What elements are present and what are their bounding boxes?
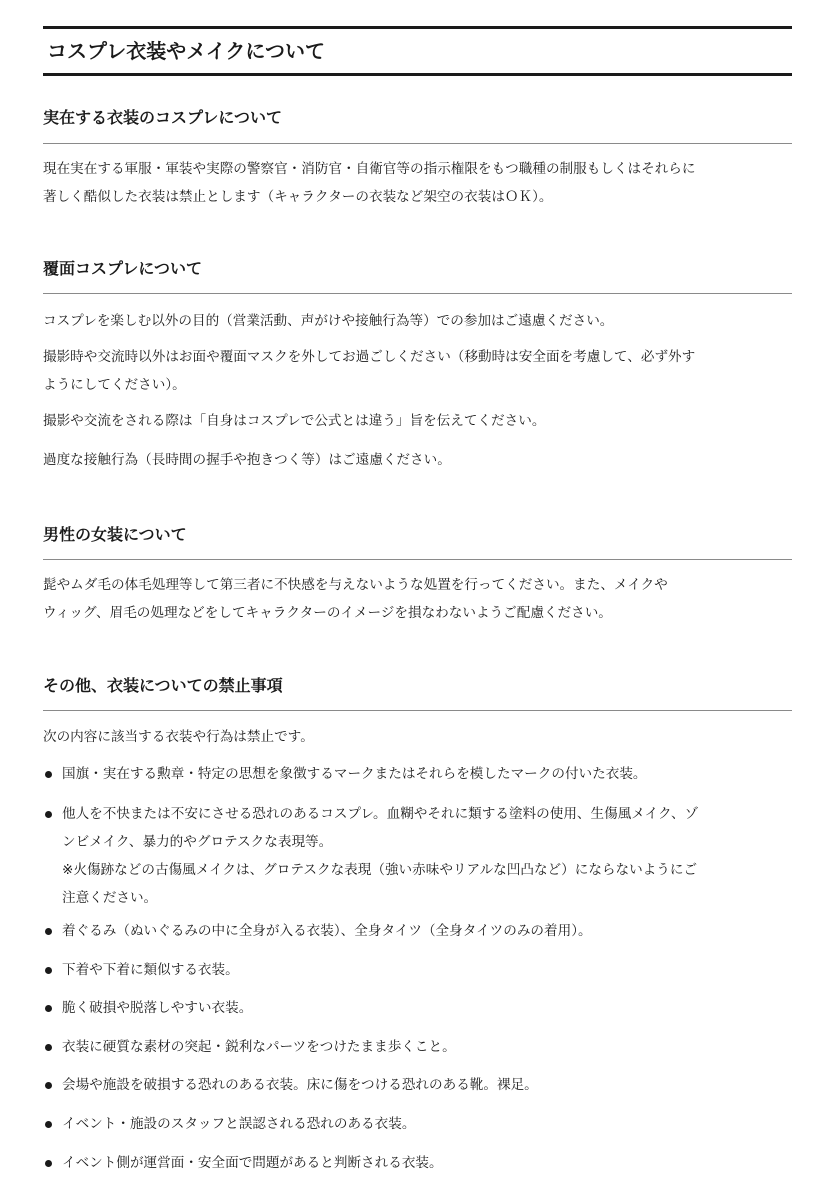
section-divider: [43, 143, 792, 144]
paragraph-prohibited-intro: 次の内容に該当する衣装や行為は禁止です。: [43, 729, 314, 745]
bullet-icon: [45, 1044, 52, 1051]
section-heading-real-costume: 実在する衣装のコスプレについて: [43, 108, 283, 127]
section-heading-prohibited: その他、衣装についての禁止事項: [43, 676, 283, 695]
bullet-icon: [45, 1082, 52, 1089]
section-heading-mask-cosplay: 覆面コスプレについて: [43, 259, 203, 278]
bullet-icon: [45, 1005, 52, 1012]
paragraph-mask-remove: 撮影時や交流時以外はお面や覆面マスクを外してお過ごしください（移動時は安全面を考慮して、必ず外す ようにしてください）。: [43, 349, 696, 393]
paragraph-mask-notice: 撮影や交流をされる際は「自身はコスプレで公式とは違う」旨を伝えてください。: [43, 413, 546, 429]
bullet-icon: [45, 1121, 52, 1128]
paragraph-mask-purpose: コスプレを楽しむ以外の目的（営業活動、声がけや接触行為等）での参加はご遠慮ください。: [43, 313, 614, 329]
page-header: [43, 26, 792, 76]
paragraph-mask-contact: 過度な接触行為（長時間の握手や抱きつく等）はご遠慮ください。: [43, 452, 451, 468]
page-title: コスプレ衣装やメイクについて: [47, 39, 325, 63]
paragraph-real-costume: 現在実在する軍服・軍装や実際の警察官・消防官・自衛官等の指示権限をもつ職種の制服もしくはそれらに 著しく酷似した衣装は禁止とします（キャラクターの衣装など架空の衣装はＯＫ）。: [43, 161, 696, 205]
bullet-icon: [45, 811, 52, 818]
bullet-icon: [45, 1160, 52, 1167]
section-divider: [43, 293, 792, 294]
bullet-icon: [45, 967, 52, 974]
section-divider: [43, 559, 792, 560]
bullet-icon: [45, 928, 52, 935]
section-heading-crossdress: 男性の女装について: [43, 525, 187, 544]
section-divider: [43, 710, 792, 711]
paragraph-crossdress: 髭やムダ毛の体毛処理等して第三者に不快感を与えないような処置を行ってください。また、メイクや ウィッグ、眉毛の処理などをしてキャラクターのイメージを損なわないようご配慮ください。: [43, 577, 668, 621]
bullet-icon: [45, 771, 52, 778]
page: コスプレ衣装やメイクについて 実在する衣装のコスプレについて 現在実在する軍服・軍装や実際の警察官・消防官・自衛官等の指示権限をもつ職種の制服もしくはそれらに 著しく酷似した衣装は禁止とします（キャラクターの衣装など架空の衣装はＯＫ）。 覆面コスプレについて コスプレを楽しむ以外の目的（営業活動、声がけや接触行為等）での参加はご遠慮ください。 撮影時や交流時以外はお面や覆面マスクを外してお過ごしください（移動時は安全面を考慮して、必ず外す ようにしてください）。 撮影や交流をされる際は「自身はコスプレで公式とは違う」旨を伝えてください。 過度な接触行為（長時間の握手や抱きつく等）はご遠慮ください。 男性の女装について 髭やムダ毛の体毛処理等して第三者に不快感を与えないような処置を行ってください。また、メイクや ウィッグ、眉毛の処理などをしてキャラクターのイメージを損なわないようご配慮ください。 その他、衣装についての禁止事項 次の内容に該当する衣装や行為は禁止です。 国旗・実在する勲章・特定の思想を象徴するマークまたはそれらを模したマークの付いた衣装。 他人を不快または不安にさせる恐れのあるコスプレ。血糊やそれに類する塗料の使用、生傷風メイク、ゾ ンビメイク、暴力的やグロテスクな表現等。 ※火傷跡などの古傷風メイクは、グロテスクな表現（強い赤味やリアルな凹凸など）にならないようにご 注意ください。 着ぐるみ（ぬいぐるみの中に全身が入る衣装）、全身タイツ（全身タイツのみの着用）。 下着や下着に類似する衣装。 脆く破損や脱落しやすい衣装。 衣装に硬質な素材の突起・鋭利なパーツをつけたまま歩くこと。 会場や施設を破損する恐れのある衣装。床に傷をつける恐れのある靴。裸足。 イベント・施設のスタッフと誤認される恐れのある衣装。 イベント側が運営面・安全面で問題があると判断される衣装。: [0, 0, 836, 1200]
